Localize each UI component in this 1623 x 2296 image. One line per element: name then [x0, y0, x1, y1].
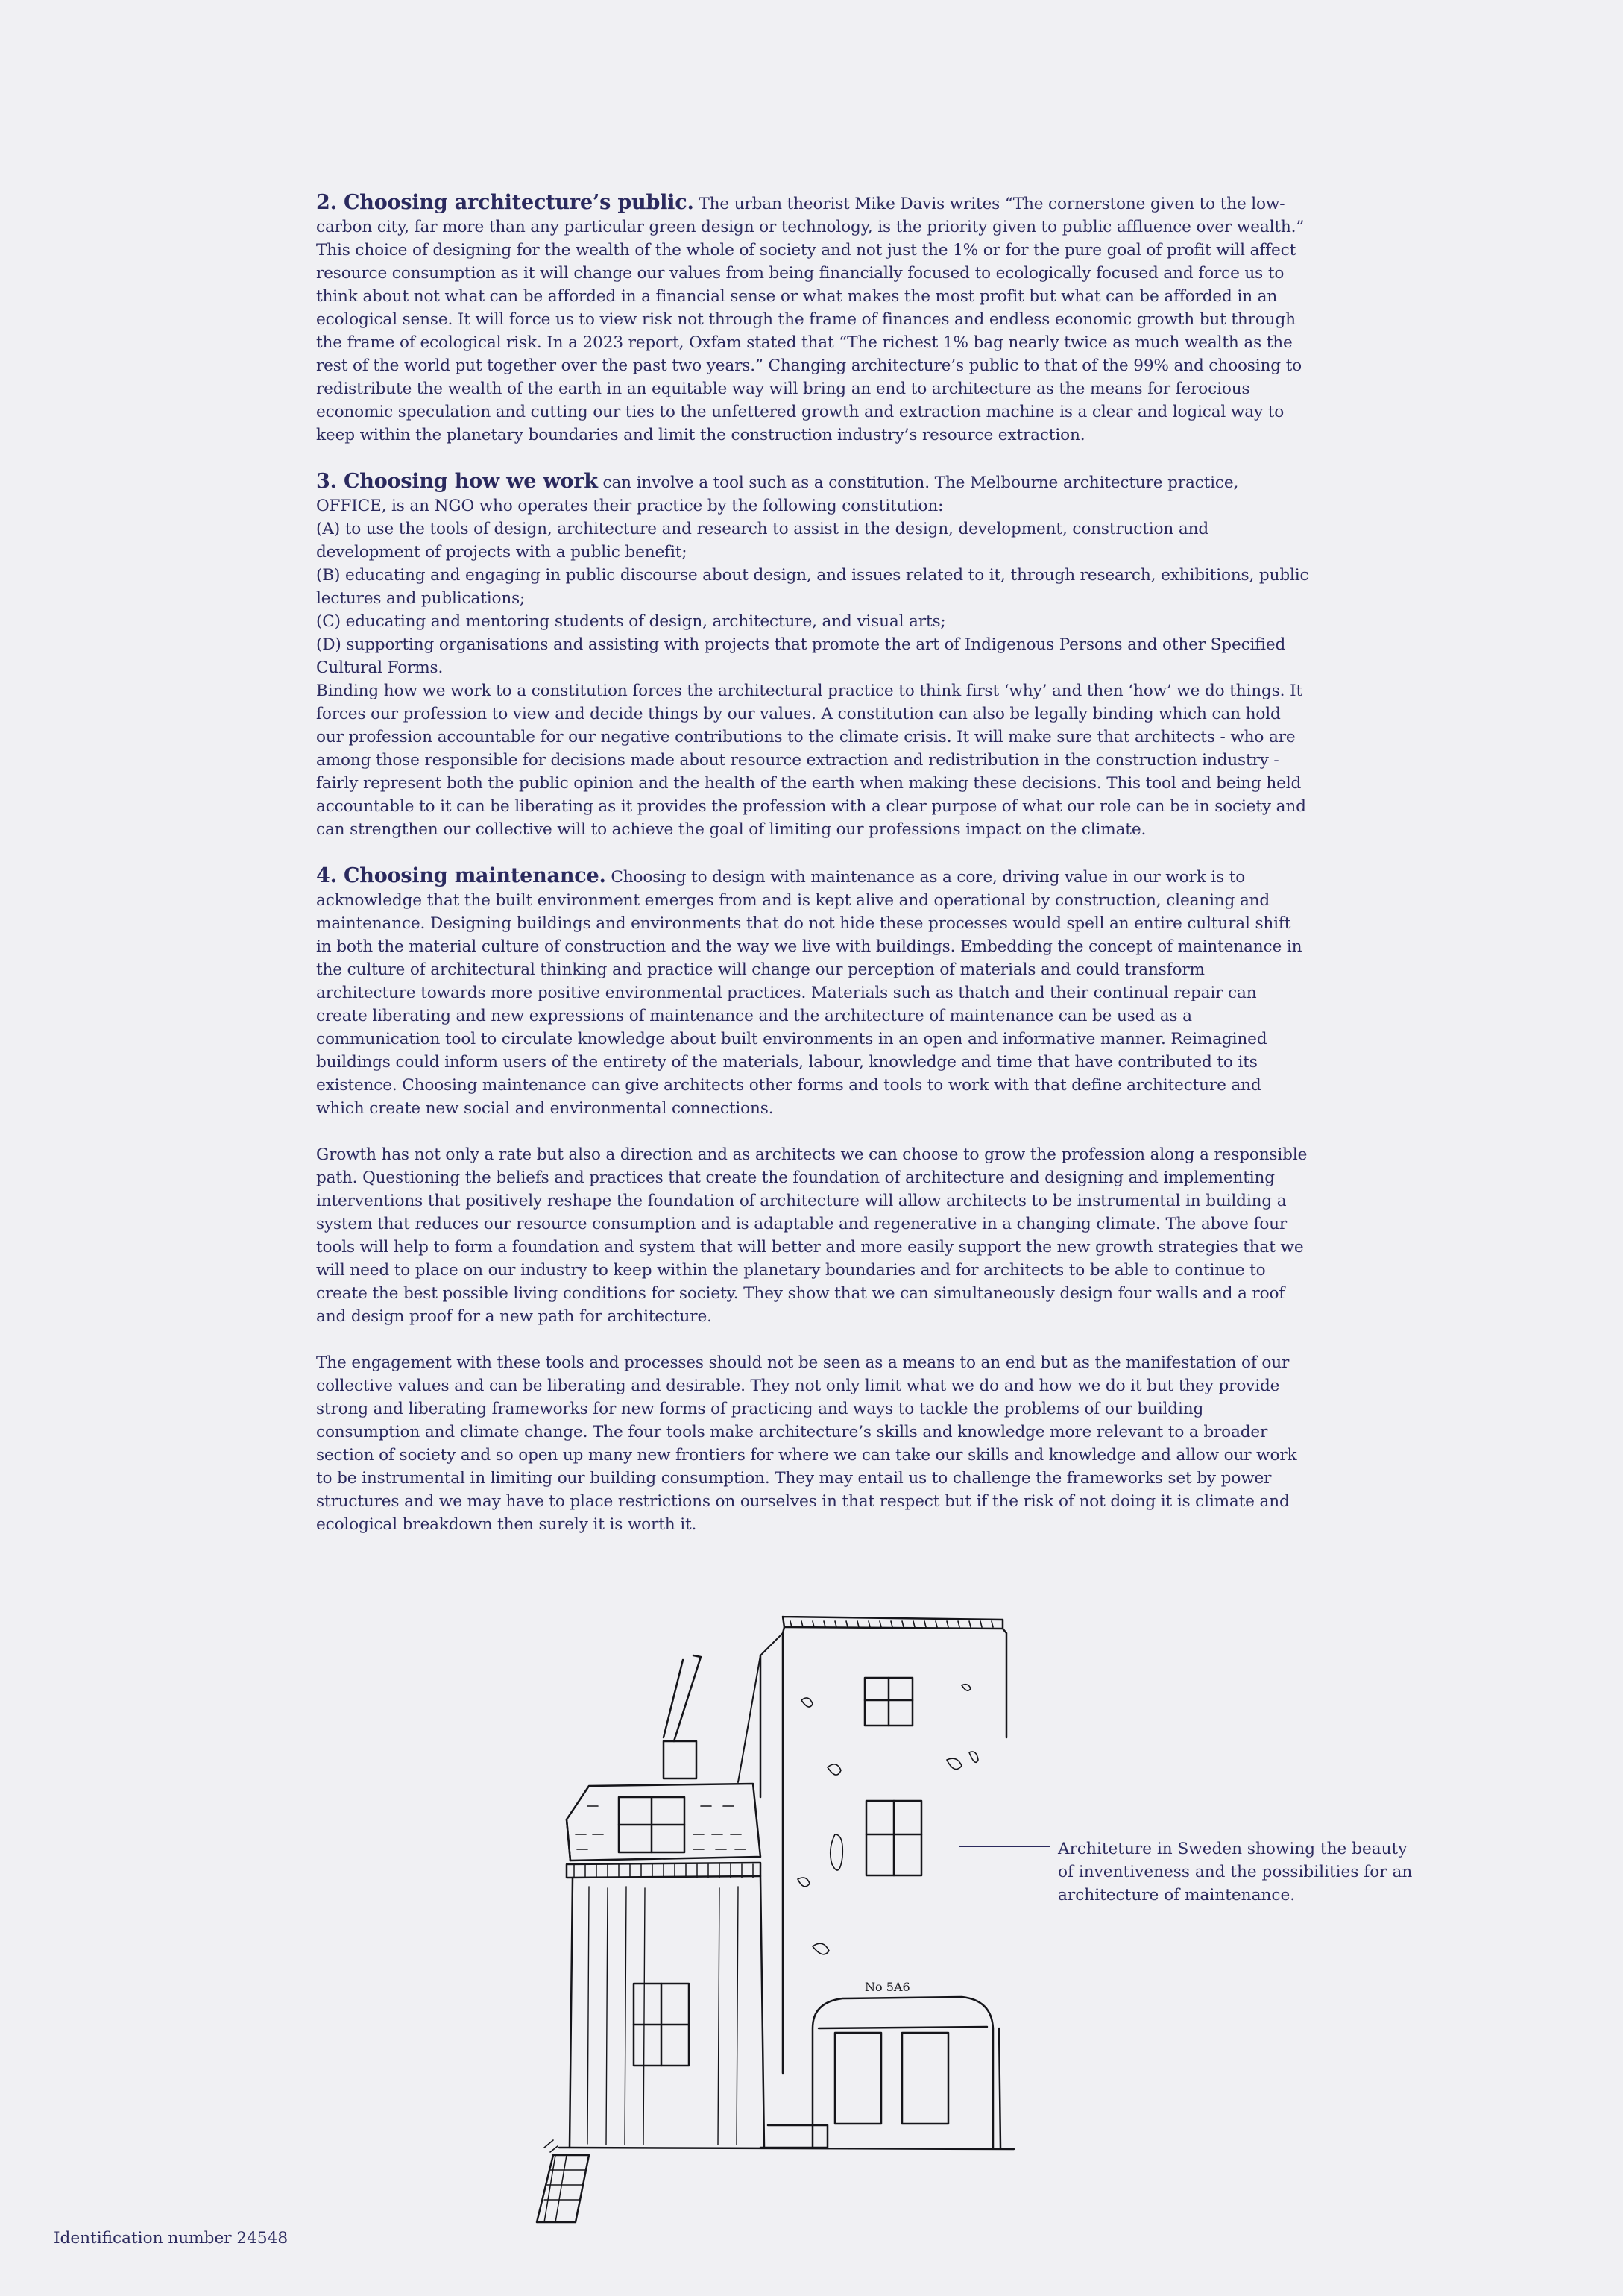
paragraph-engagement: The engagement with these tools and processes should not be seen as a means to an end but as the manifestation of our collective values and can be liberating and desirable. They not only limit what we do and how we do it but they provide strong and liberating frameworks for new forms of practicing and ways to tackle the problems of our building consumption and climate change. The four tools make architecture’s skills and knowledge more relevant to a broader section of society and so open up many new frontiers for where we can take our skills and knowledge and allow our work to be instrumental in limiting our building consumption. They may entail us to challenge the frameworks set by power structures and we may have to place restrictions on ourselves in that respect but if the risk of not doing it is climate and ecological breakdown then surely it is worth it. — [316, 1353, 1297, 1534]
section-heading: 3. Choosing how we work — [316, 470, 598, 493]
section-heading: 4. Choosing maintenance. — [316, 864, 606, 887]
constitution-item: (C) educating and mentoring students of design, architecture, and visual arts; — [316, 612, 946, 631]
section-how-we-work — [316, 470, 1309, 841]
section-text: Choosing to design with maintenance as a core, driving value in our work is to acknowledge that the built environment emerges from and is kept alive and operational by construction, cleaning and maintenance. Designing buildings and environments that do not hide these processes would spell an entire cultural shift in both the material culture of construction and the way we live with buildings. Embedding the concept of maintenance in the culture of architectural thinking and practice will change our perception of materials and could transform architecture towards more positive environmental practices. Materials such as thatch and their continual repair can create liberating and new expressions of maintenance and the architecture of maintenance can be used as a communication tool to circulate knowledge about built environments in an open and informative manner. Reimagined buildings could inform users of the entirety of the materials, labour, knowledge and time that have contributed to its existence. Choosing maintenance can give architects other forms and tools to work with that define architecture and which create new social and environmental connections. — [316, 868, 1302, 1118]
identification-number: Identification number 24548 — [54, 2229, 289, 2248]
caption-leader-line — [959, 1846, 1050, 1847]
constitution-item: (D) supporting organisations and assisting with projects that promote the art of Indigenous Persons and other Specified Cultural Forms. — [316, 635, 1286, 677]
section-maintenance — [316, 864, 1309, 1120]
section-text: can involve a tool such as a constitution. The Melbourne architecture practice, OFFICE, is an NGO who operates their practice by the following constitution: — [316, 474, 1239, 515]
section-heading: 2. Choosing architecture’s public. — [316, 191, 694, 214]
article-body — [316, 191, 1309, 1559]
constitution-item: (B) educating and engaging in public discourse about design, and issues related to it, through research, exhibitions, public lectures and publications; — [316, 566, 1309, 608]
figure-caption: Architeture in Sweden showing the beauty of inventiveness and the possibilities for an architecture of maintenance. — [1058, 1840, 1413, 1905]
section-public — [316, 191, 1309, 447]
constitution-item: (A) to use the tools of design, architecture and research to assist in the design, development, construction and development of projects with a public benefit; — [316, 520, 1209, 562]
paragraph-growth: Growth has not only a rate but also a direction and as architects we can choose to grow the profession along a responsible path. Questioning the beliefs and practices that create the foundation of architecture and designing and implementing interventions that positively reshape the foundation of architecture will allow architects to be instrumental in building a system that reduces our resource consumption and is adaptable and regenerative in a changing climate. The above four tools will help to form a foundation and system that will better and more easily support the new growth strategies that we will need to place on our industry to keep within the planetary boundaries and for architects to be able to continue to create the best possible living conditions for society. They show that we can simultaneously design four walls and a roof and design proof for a new path for architecture. — [316, 1145, 1308, 1326]
section-text: Binding how we work to a constitution forces the architectural practice to think first ‘why’ and then ‘how’ we do things. It forces our profession to view and decide things by our values. A constitution can also be legally binding which can hold our profession accountable for our negative contributions to the climate crisis. It will make sure that architects - who are among those responsible for decisions made about resource extraction and redistribution in the construction industry - fairly represent both the public opinion and the health of the earth when making these decisions. This tool and being held accountable to it can be liberating as it provides the profession with a clear purpose of what our role can be in society and can strengthen our collective will to achieve the goal of limiting our professions impact on the climate. — [316, 682, 1306, 839]
section-text: The urban theorist Mike Davis writes “The cornerstone given to the low-carbon city, far more than any particular green design or technology, is the priority given to public affluence over wealth.” This choice of designing for the wealth of the whole of society and not just the 1% or for the pure goal of profit will affect resource consumption as it will change our values from being financially focused to ecologically focused and force us to think about not what can be afforded in a financial sense or what makes the most profit but what can be afforded in an ecological sense. It will force us to view risk not through the frame of finances and endless economic growth but through the frame of ecological risk. In a 2023 report, Oxfam stated that “The richest 1% bag nearly twice as much wealth as the rest of the world put together over the past two years.” Changing architecture’s public to that of the 99% and choosing to redistribute the wealth of the earth in an equitable way will bring an end to architecture as the means for ferocious economic speculation and cutting our ties to the unfettered growth and extraction machine is a clear and logical way to keep within the planetary boundaries and limit the construction industry’s resource extraction. — [316, 195, 1305, 444]
house-sketch — [514, 1611, 1021, 2230]
door-number: No 5A6 — [865, 1980, 910, 1994]
